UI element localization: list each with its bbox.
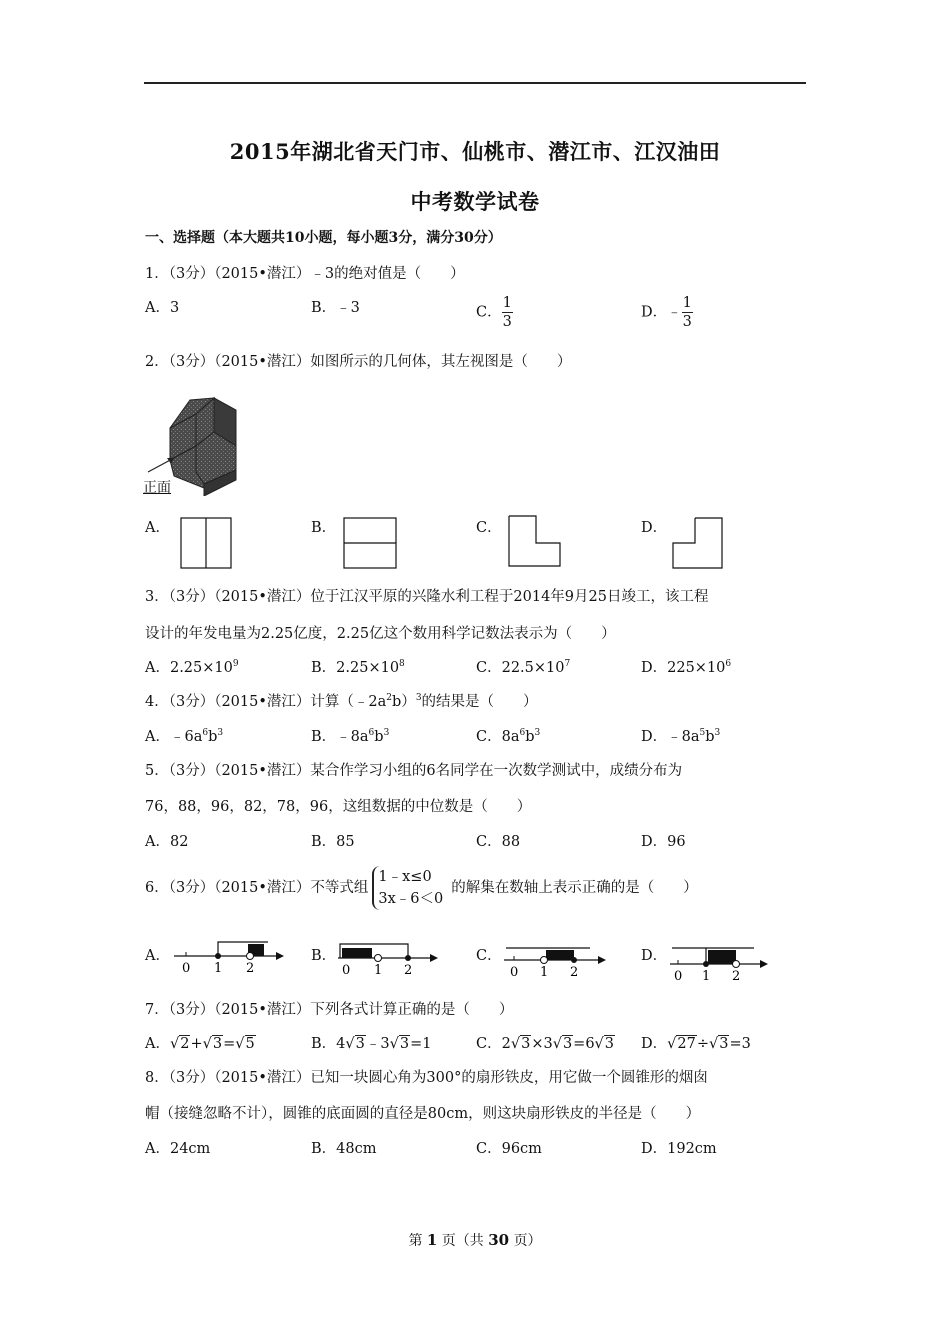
q5-option-b: B．85 [311,834,355,850]
q5-option-c: C．88 [476,834,521,850]
q2-option-d: D． [641,520,668,536]
q4-option-a: A．$﹣6a^6b^3$ [145,728,224,745]
svg-text:0: 0 [342,963,351,978]
q3-option-b: B．$2.25\times 10^8$ [311,659,405,676]
svg-text:2: 2 [404,963,413,978]
q6-number-line-c [500,936,612,978]
q2-option-c: C． [476,520,502,536]
section-heading: 一、选择题（本大题共10小题，每小题3分，满分30分） [145,230,502,246]
svg-text:1: 1 [214,961,223,976]
question-6-stem: 6．（3分）（2015•潜江）不等式组 1﹣x≤0 3x﹣6＜0 的解集在数轴上表示正确的是（ ） [145,866,698,910]
question-8-stem-line2: 帽（接缝忽略不计），圆锥的底面圆的直径是80cm，则这块扇形铁皮的半径是（ ） [145,1106,701,1122]
q8-option-c: C．96cm [476,1141,542,1157]
q8-option-a: A．24cm [145,1141,211,1157]
inequality-system: 1﹣x≤0 3x﹣6＜0 [372,866,447,910]
q6-option-c: C． [476,948,502,964]
q4-option-b: B．$﹣8a^6b^3$ [311,728,390,745]
svg-text:2: 2 [570,965,579,978]
question-2-stem: 2．（3分）（2015•潜江）如图所示的几何体，其左视图是（ ） [145,354,572,370]
svg-text:0: 0 [510,965,519,978]
q2-option-d-figure [670,515,726,571]
q1-option-c: C． $\frac{1}{3}$ [476,295,512,330]
question-7-stem: 7．（3分）（2015•潜江）下列各式计算正确的是（ ） [145,1002,514,1018]
q7-option-d: D．√27÷√3=3 [641,1036,751,1052]
q2-option-a-figure [178,516,234,570]
question-5-stem-line1: 5．（3分）（2015•潜江）某合作学习小组的6名同学在一次数学测试中，成绩分布为 [145,763,683,779]
front-view-label: 正面 [143,480,171,496]
q1-option-b: B．﹣3 [311,300,360,316]
page-title-line1: 2015年湖北省天门市、仙桃市、潜江市、江汉油田 [229,139,721,164]
svg-text:2: 2 [246,961,255,976]
svg-text:0: 0 [674,969,683,982]
q2-option-b: B． [311,520,337,536]
q7-option-b: B．4√3﹣3√3=1 [311,1036,432,1052]
q6-number-line-d [666,936,776,982]
q3-option-d: D．$225\times 10^6$ [641,659,732,676]
question-3-stem-line2: 设计的年发电量为2.25亿度，2.25亿这个数用科学记数法表示为（ ） [145,626,616,642]
question-4-stem: 4．（3分）（2015•潜江）计算$(﹣2a^2b)^3$的结果是（ ） [145,693,538,710]
question-1-stem: 1．（3分）（2015•潜江）﹣3的绝对值是（ ） [145,266,465,282]
q6-option-b: B． [311,948,337,964]
q2-option-b-figure [341,516,399,570]
question-3-stem-line1: 3．（3分）（2015•潜江）位于江汉平原的兴隆水利工程于2014年9月25日竣工，该工程 [145,589,709,605]
q6-number-line-b [334,936,444,978]
q6-number-line-a [168,936,288,978]
q7-option-c: C．2√3×3√3=6√3 [476,1036,615,1052]
q1-option-a: A．3 [145,300,180,316]
q5-option-d: D．96 [641,834,686,850]
q5-option-a: A．82 [145,834,189,850]
q2-option-c-figure [506,513,564,569]
q2-option-a: A． [145,520,170,536]
page-number: 1 [426,1231,438,1249]
q7-option-a: A．√2+√3=√5 [145,1036,255,1052]
header-rule [144,82,806,84]
q3-option-a: A．$2.25\times 10^9$ [145,659,239,676]
fraction: $\frac{1}{3}$ [502,295,512,330]
page-title-line2: 中考数学试卷 [410,189,540,214]
q3-option-c: C．$22.5\times 10^7$ [476,659,571,676]
q6-option-a: A． [145,948,170,964]
svg-text:0: 0 [182,961,191,976]
svg-text:1: 1 [374,963,383,978]
q1-option-d: D．﹣ $\frac{1}{3}$ [641,295,692,330]
question-8-stem-line1: 8．（3分）（2015•潜江）已知一块圆心角为300°的扇形铁皮，用它做一个圆锥形的烟囱 [145,1070,708,1086]
svg-text:2: 2 [732,969,741,982]
q8-option-d: D．192cm [641,1141,717,1157]
svg-text:1: 1 [540,965,549,978]
question-5-stem-line2: 76，88，96，82，78，96，这组数据的中位数是（ ） [145,799,532,815]
q6-option-d: D． [641,948,668,964]
page-footer: 第 1 页（共 30 页） [408,1231,542,1249]
q4-option-d: D．$﹣8a^5b^3$ [641,728,721,745]
svg-text:1: 1 [702,969,711,982]
fraction: $\frac{1}{3}$ [682,295,692,330]
q4-option-c: C．$8a^6b^3$ [476,728,541,745]
page-total: 30 [488,1231,510,1249]
q8-option-b: B．48cm [311,1141,377,1157]
